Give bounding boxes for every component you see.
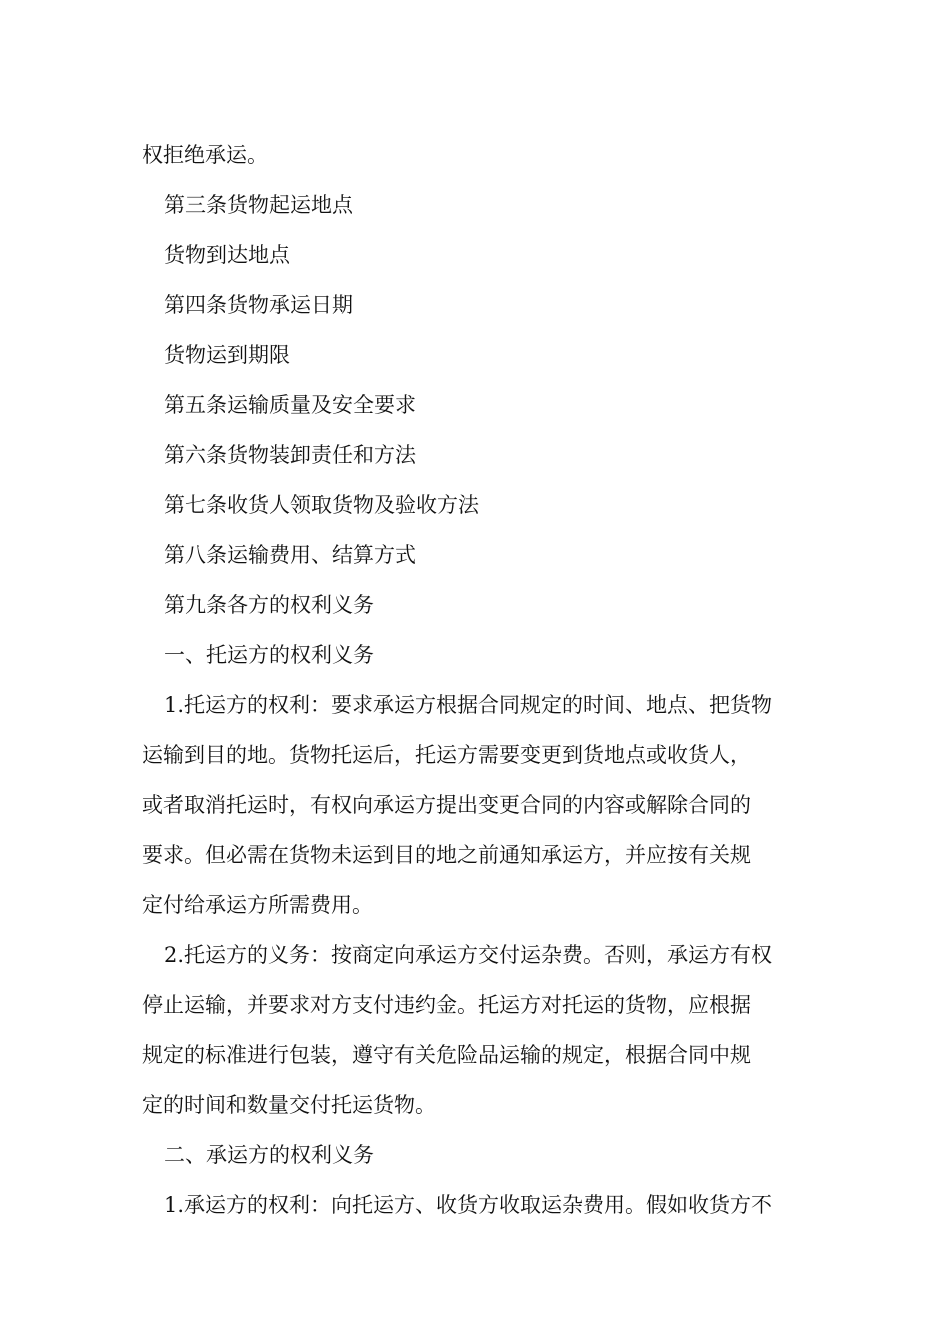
paragraph-line: 1.承运方的权利：向托运方、收货方收取运杂费用。假如收货方不 xyxy=(164,1193,773,1217)
section-two-heading: 二、承运方的权利义务 xyxy=(164,1143,374,1167)
article-four-heading: 第四条货物承运日期 xyxy=(164,293,353,317)
text-line: 货物到达地点 xyxy=(164,243,290,267)
paragraph-shipper-obligations xyxy=(142,930,808,1130)
article-six-heading: 第六条货物装卸责任和方法 xyxy=(164,443,416,467)
section-one-heading: 一、托运方的权利义务 xyxy=(164,643,374,667)
paragraph-line: 2.托运方的义务：按商定向承运方交付运杂费。否则，承运方有权 xyxy=(164,943,773,967)
document-body xyxy=(142,130,808,1230)
paragraph-line: 要求。但必需在货物未运到目的地之前通知承运方，并应按有关规 xyxy=(142,843,751,867)
article-five-heading: 第五条运输质量及安全要求 xyxy=(164,393,416,417)
text-line: 权拒绝承运。 xyxy=(142,143,268,167)
paragraph-line: 定的时间和数量交付托运货物。 xyxy=(142,1093,436,1117)
article-eight-heading: 第八条运输费用、结算方式 xyxy=(164,543,416,567)
paragraph-line: 或者取消托运时，有权向承运方提出变更合同的内容或解除合同的 xyxy=(142,793,751,817)
paragraph-shipper-rights xyxy=(142,680,808,930)
article-nine-heading: 第九条各方的权利义务 xyxy=(164,593,374,617)
paragraph-line: 规定的标准进行包装，遵守有关危险品运输的规定，根据合同中规 xyxy=(142,1043,751,1067)
paragraph-line: 1.托运方的权利：要求承运方根据合同规定的时间、地点、把货物 xyxy=(164,693,773,717)
paragraph-carrier-rights xyxy=(142,1180,808,1230)
paragraph-line: 停止运输，并要求对方支付违约金。托运方对托运的货物，应根据 xyxy=(142,993,751,1017)
text-line: 货物运到期限 xyxy=(164,343,290,367)
article-seven-heading: 第七条收货人领取货物及验收方法 xyxy=(164,493,479,517)
paragraph-line: 运输到目的地。货物托运后，托运方需要变更到货地点或收货人， xyxy=(142,743,751,767)
paragraph-line: 定付给承运方所需费用。 xyxy=(142,893,373,917)
article-three-heading: 第三条货物起运地点 xyxy=(164,193,353,217)
